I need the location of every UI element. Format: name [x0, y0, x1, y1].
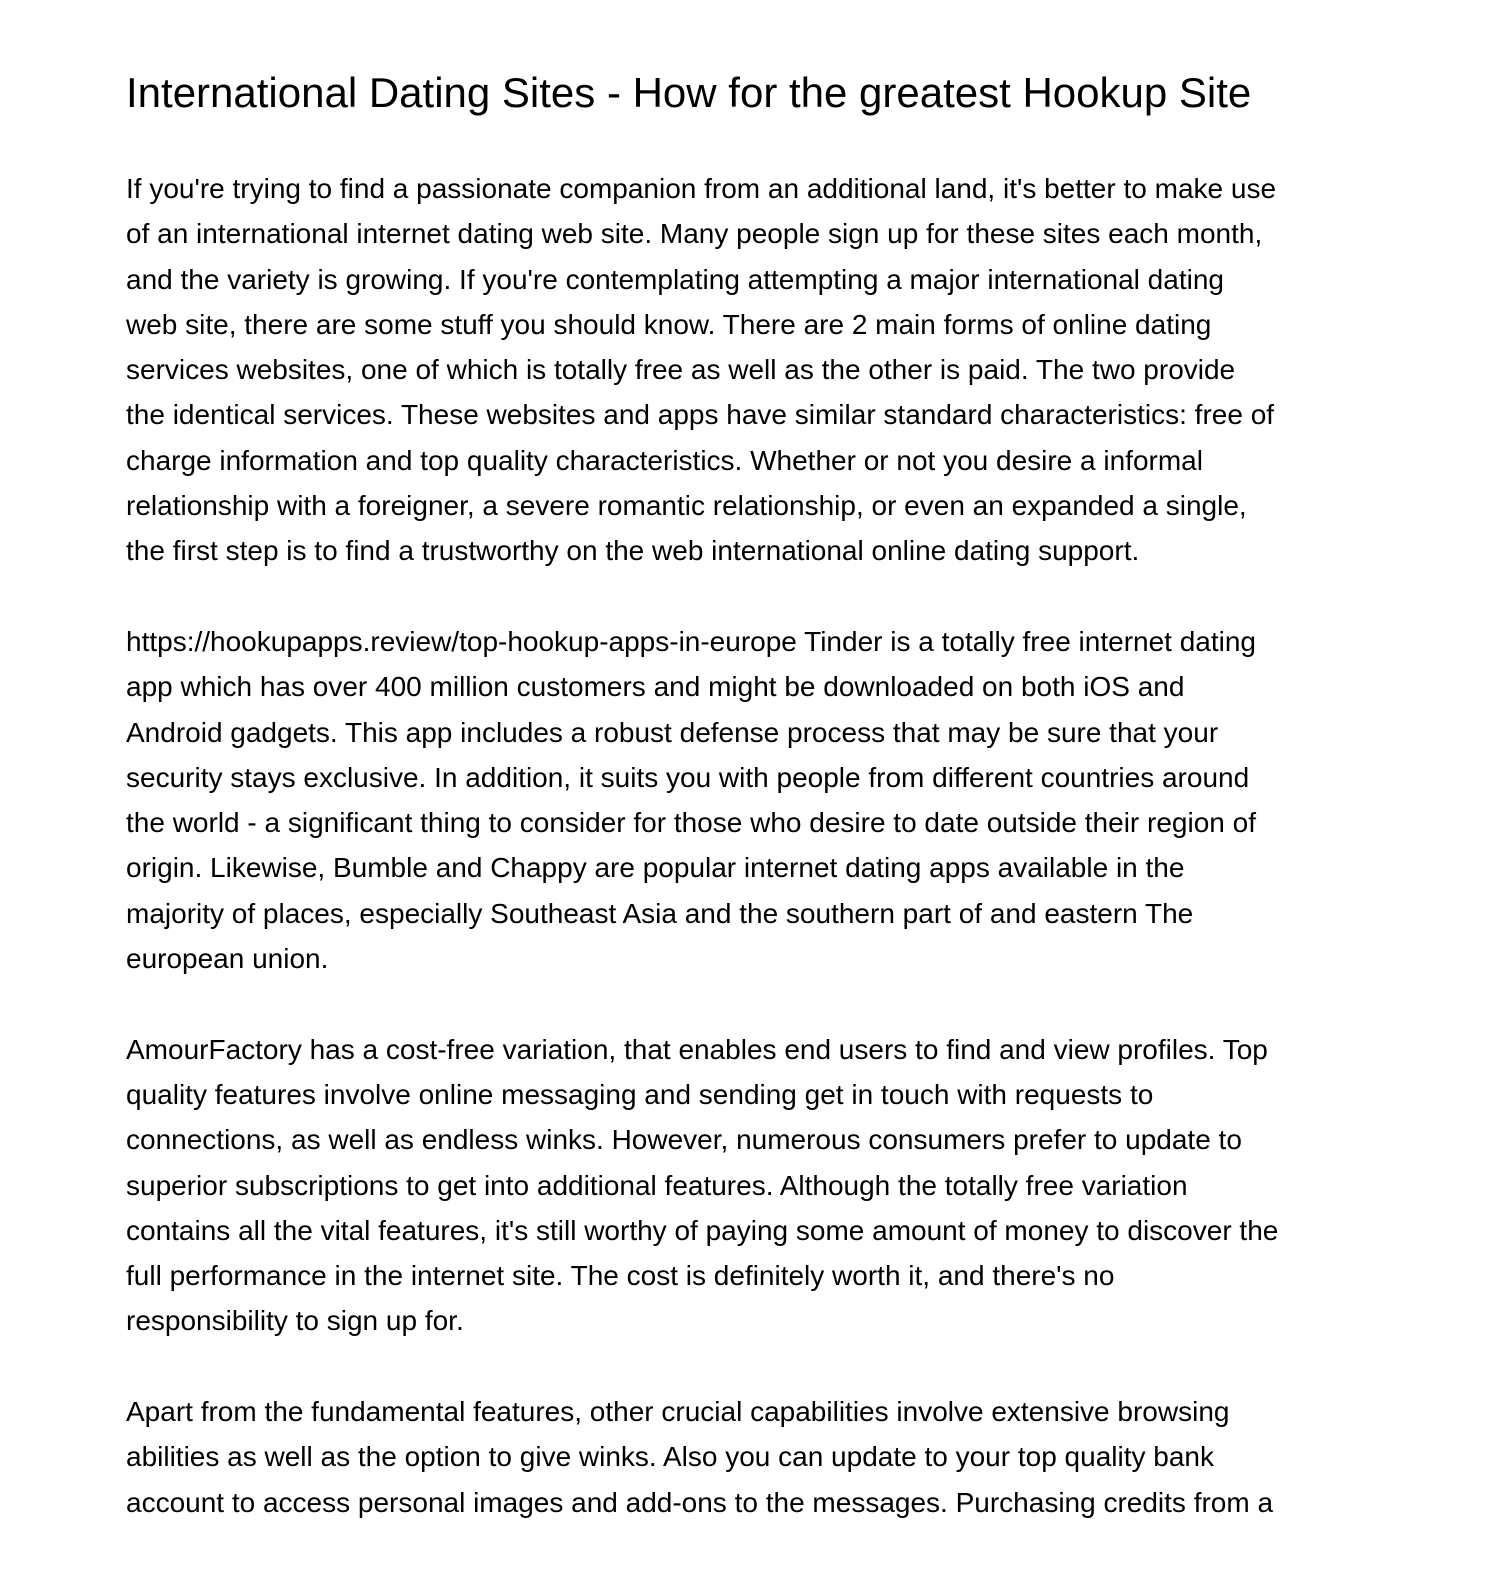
text-line: https://hookupapps.review/top-hookup-apps-in-europe Tinder is a totally free internet dating — [126, 625, 1257, 657]
text-line: contains all the vital features, it's still worthy of paying some amount of money to discover the — [126, 1214, 1279, 1246]
text-line: Android gadgets. This app includes a robust defense process that may be sure that your — [126, 716, 1219, 748]
text-line: full performance in the internet site. The cost is definitely worth it, and there's no — [126, 1260, 1115, 1292]
text-line: security stays exclusive. In addition, it suits you with people from different countries around — [126, 761, 1250, 793]
text-line: majority of places, especially Southeast Asia and the southern part of and eastern The — [126, 897, 1194, 929]
text-line: web site, there are some stuff you should know. There are 2 main forms of online dating — [126, 308, 1212, 340]
text-line: services websites, one of which is totally free as well as the other is paid. The two provide — [126, 354, 1236, 386]
document-body — [126, 166, 1278, 1570]
paragraph — [126, 1389, 1278, 1525]
text-line: relationship with a foreigner, a severe romantic relationship, or even an expanded a single, — [126, 490, 1247, 522]
text-line: connections, as well as endless winks. However, numerous consumers prefer to update to — [126, 1124, 1242, 1156]
text-line: the world - a significant thing to consider for those who desire to date outside their region of — [126, 807, 1256, 839]
text-line: of an international internet dating web site. Many people sign up for these sites each month, — [126, 218, 1263, 250]
text-line: Apart from the fundamental features, other crucial capabilities involve extensive browsing — [126, 1396, 1230, 1428]
text-line: origin. Likewise, Bumble and Chappy are popular internet dating apps available in the — [126, 852, 1185, 884]
paragraph — [126, 619, 1278, 981]
paragraph — [126, 1027, 1278, 1344]
paragraph — [126, 166, 1278, 574]
text-line: the identical services. These websites and apps have similar standard characteristics: free of — [126, 399, 1275, 431]
text-line: superior subscriptions to get into additional features. Although the totally free variation — [126, 1169, 1188, 1201]
text-line: abilities as well as the option to give winks. Also you can update to your top quality bank — [126, 1441, 1214, 1473]
text-line: charge information and top quality characteristics. Whether or not you desire a informal — [126, 444, 1203, 476]
text-line: account to access personal images and add-ons to the messages. Purchasing credits from a — [126, 1486, 1274, 1518]
text-line: If you're trying to find a passionate companion from an additional land, it's better to make use — [126, 173, 1277, 204]
text-line: app which has over 400 million customers and might be downloaded on both iOS and — [126, 671, 1185, 703]
text-line: and the variety is growing. If you're contemplating attempting a major international dating — [126, 263, 1224, 295]
text-line: responsibility to sign up for. — [126, 1305, 464, 1337]
text-line: quality features involve online messaging and sending get in touch with requests to — [126, 1078, 1154, 1110]
text-line: european union. — [126, 943, 329, 975]
text-line: AmourFactory has a cost-free variation, that enables end users to find and view profiles. Top — [126, 1033, 1268, 1065]
document-title: International Dating Sites - How for the greatest Hookup Site — [126, 69, 1252, 116]
text-line: the first step is to find a trustworthy on the web international online dating support. — [126, 535, 1140, 567]
